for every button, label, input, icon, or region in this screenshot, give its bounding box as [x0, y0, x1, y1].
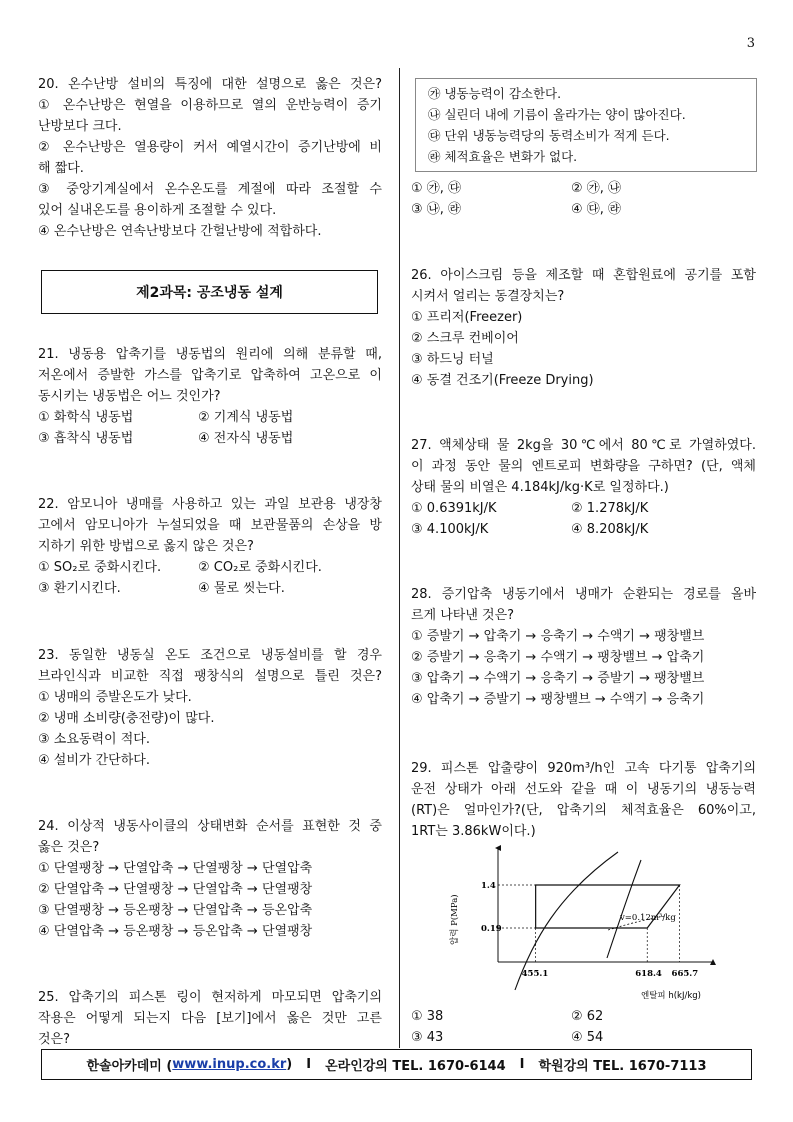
q25-stem-2: 작용은 어떻게 되는지 다음 [보기]에서 옳은 것만 고른: [38, 1011, 382, 1026]
q23-option-4[interactable]: ④ 설비가 간단하다.: [38, 753, 150, 768]
footer-brand-close: ): [286, 1057, 293, 1072]
q28-stem: 28. 증기압축 냉동기에서 냉매가 순환되는 경로를 올바: [411, 587, 756, 602]
q20-option-2[interactable]: ② 온수난방은 열용량이 커서 예열시간이 증기난방에 비: [38, 140, 382, 155]
saturated-vapor-curve: [607, 860, 641, 958]
q22-stem-2: 고에서 암모니아가 누설되었을 때 보관물품의 손상을 방: [38, 518, 382, 533]
q25-option-4[interactable]: ④ ㉰, ㉱: [571, 202, 622, 217]
q27-stem-2: 이 과정 동안 물의 엔트로피 변화량을 구하면? (단, 액체: [411, 459, 756, 474]
q21-stem-2: 저온에서 증발한 가스를 압축기로 압축하여 고온으로 이: [38, 368, 382, 383]
q26-option-3[interactable]: ③ 하드닝 터널: [411, 352, 494, 367]
q25-bogi-item: ㉱ 체적효율은 변화가 없다.: [428, 149, 578, 164]
q29-option-4[interactable]: ④ 54: [571, 1030, 604, 1045]
q21-option-3[interactable]: ③ 흡착식 냉동법: [38, 431, 134, 446]
q27-option-1[interactable]: ① 0.6391kJ/K: [411, 501, 497, 516]
q25-bogi-item: ㉯ 실린더 내에 기름이 올라가는 양이 많아진다.: [428, 107, 686, 122]
q29-stem: 29. 피스톤 압출량이 920m³/h인 고속 다기통 압축기의: [411, 761, 756, 776]
q25-option-2[interactable]: ② ㉮, ㉯: [571, 181, 622, 196]
footer-separator: I: [306, 1057, 312, 1072]
footer-online-tel: 온라인강의 TEL. 1670-6144: [325, 1059, 506, 1074]
q28-option-1[interactable]: ① 증발기 → 압축기 → 응축기 → 수액기 → 팽창밸브: [411, 629, 705, 644]
y-tick-label: 0.19: [481, 924, 502, 934]
x-tick-label: 618.4: [635, 969, 662, 979]
q24-option-1[interactable]: ① 단열팽창 → 단열압축 → 단열팽창 → 단열압축: [38, 861, 313, 876]
footer-box: [41, 1049, 752, 1080]
q25-stem: 25. 압축기의 피스톤 링이 현저하게 마모되면 압축기의: [38, 990, 382, 1005]
ph-diagram-svg: [443, 840, 733, 1005]
x-axis-label: 엔탈피 h(kJ/kg): [641, 991, 701, 1001]
q25-bogi-box: [415, 78, 757, 172]
subject-title: 제2과목: 공조냉동 설계: [136, 285, 283, 301]
q29-stem-4: 1RT는 3.86kW이다.): [411, 824, 536, 839]
footer-campus-tel: 학원강의 TEL. 1670-7113: [538, 1059, 707, 1074]
q20-option-1-cont: 난방보다 크다.: [38, 119, 122, 134]
q28-option-2[interactable]: ② 증발기 → 응축기 → 수액기 → 팽창밸브 → 압축기: [411, 650, 705, 665]
q29-option-1[interactable]: ① 38: [411, 1009, 444, 1024]
q25-option-1[interactable]: ① ㉮, ㉰: [411, 181, 462, 196]
q20-option-2-cont: 해 짧다.: [38, 161, 84, 176]
q21-option-1[interactable]: ① 화학식 냉동법: [38, 410, 134, 425]
q22-option-4[interactable]: ④ 물로 씻는다.: [198, 581, 285, 596]
x-tick-label: 455.1: [521, 969, 549, 979]
q22-option-2[interactable]: ② CO₂로 중화시킨다.: [198, 560, 322, 575]
q22-option-1[interactable]: ① SO₂로 중화시킨다.: [38, 560, 162, 575]
q24-stem: 24. 이상적 냉동사이클의 상태변화 순서를 표현한 것 중: [38, 819, 382, 834]
axis-ticks: [481, 881, 698, 979]
footer-website-link[interactable]: www.inup.co.kr: [172, 1057, 287, 1072]
q25-bogi-item: ㉮ 냉동능력이 감소한다.: [428, 86, 562, 101]
q26-stem-2: 시켜서 얼리는 동결장치는?: [411, 289, 565, 304]
q28-option-4[interactable]: ④ 압축기 → 증발기 → 팽창밸브 → 수액기 → 응축기: [411, 692, 705, 707]
column-divider: [399, 68, 400, 1048]
q26-stem: 26. 아이스크림 등을 제조할 때 혼합원료에 공기를 포함: [411, 268, 756, 283]
q20-option-3[interactable]: ③ 중앙기계실에서 온수온도를 계절에 따라 조절할 수: [38, 182, 382, 197]
q23-stem: 23. 동일한 냉동실 온도 조건으로 냉동설비를 할 경우: [38, 648, 382, 663]
subject-title-box: [41, 270, 378, 314]
q22-option-3[interactable]: ③ 환기시킨다.: [38, 581, 121, 596]
page-number: 3: [746, 36, 755, 51]
q25-option-3[interactable]: ③ ㉯, ㉱: [411, 202, 462, 217]
q22-stem: 22. 암모니아 냉매를 사용하고 있는 과일 보관용 냉장창: [38, 497, 382, 512]
q21-option-4[interactable]: ④ 전자식 냉동법: [198, 431, 294, 446]
q21-stem-3: 동시키는 냉동법은 어느 것인가?: [38, 389, 221, 404]
q27-stem: 27. 액체상태 물 2kg을 30℃에서 80℃로 가열하였다.: [411, 438, 756, 453]
y-tick-label: 1.4: [481, 881, 496, 891]
q20-option-4[interactable]: ④ 온수난방은 연속난방보다 간헐난방에 적합하다.: [38, 224, 322, 239]
q26-option-4[interactable]: ④ 동결 건조기(Freeze Drying): [411, 373, 594, 388]
q27-option-4[interactable]: ④ 8.208kJ/K: [571, 522, 649, 537]
x-tick-label: 665.7: [671, 969, 699, 979]
q24-option-3[interactable]: ③ 단열팽창 → 등온팽창 → 단열압축 → 등온압축: [38, 903, 313, 918]
q24-option-4[interactable]: ④ 단열압축 → 등온팽창 → 등온압축 → 단열팽창: [38, 924, 313, 939]
q25-stem-3: 것은?: [38, 1032, 71, 1047]
y-axis-label: 압력 P(MPa): [450, 894, 460, 945]
q29-stem-2: 운전 상태가 아래 선도와 같을 때 이 냉동기의 냉동능력: [411, 782, 756, 797]
q27-stem-3: 상태 물의 비열은 4.184kJ/kg·K로 일정하다.): [411, 480, 669, 495]
q25-bogi-item: ㉰ 단위 냉동능력당의 동력소비가 적게 든다.: [428, 128, 670, 143]
q29-stem-3: (RT)은 얼마인가?(단, 압축기의 체적효율은 60%이고,: [411, 803, 756, 818]
q24-option-2[interactable]: ② 단열압축 → 단열팽창 → 단열압축 → 단열팽창: [38, 882, 313, 897]
specific-volume-label: v=0.12m³/kg: [620, 913, 676, 923]
q23-option-3[interactable]: ③ 소요동력이 적다.: [38, 732, 150, 747]
q23-stem-2: 브라인식과 비교한 직접 팽창식의 설명으로 틀린 것은?: [38, 669, 382, 684]
q27-option-3[interactable]: ③ 4.100kJ/K: [411, 522, 489, 537]
q27-option-2[interactable]: ② 1.278kJ/K: [571, 501, 649, 516]
q24-stem-2: 옳은 것은?: [38, 840, 100, 855]
q29-option-3[interactable]: ③ 43: [411, 1030, 444, 1045]
q22-stem-3: 지하기 위한 방법으로 옳지 않은 것은?: [38, 539, 254, 554]
q21-option-2[interactable]: ② 기계식 냉동법: [198, 410, 294, 425]
q26-option-1[interactable]: ① 프리저(Freezer): [411, 310, 523, 325]
q28-option-3[interactable]: ③ 압축기 → 수액기 → 응축기 → 증발기 → 팽창밸브: [411, 671, 705, 686]
q28-stem-2: 르게 나타낸 것은?: [411, 608, 515, 623]
q20-stem: 20. 온수난방 설비의 특징에 대한 설명으로 옳은 것은?: [38, 77, 382, 92]
q26-option-2[interactable]: ② 스크루 컨베이어: [411, 331, 519, 346]
q23-option-1[interactable]: ① 냉매의 증발온도가 낮다.: [38, 690, 192, 705]
q29-option-2[interactable]: ② 62: [571, 1009, 604, 1024]
ph-diagram: [443, 840, 733, 1005]
q23-option-2[interactable]: ② 냉매 소비량(충전량)이 많다.: [38, 711, 215, 726]
footer-separator: I: [519, 1057, 525, 1072]
footer-brand: 한솔아카데미 (: [86, 1059, 173, 1074]
q21-stem: 21. 냉동용 압축기를 냉동법의 원리에 의해 분류할 때,: [38, 347, 382, 362]
q20-option-1[interactable]: ① 온수난방은 현열을 이용하므로 열의 운반능력이 증기: [38, 98, 382, 113]
q20-option-3-cont: 있어 실내온도를 용이하게 조절할 수 있다.: [38, 203, 277, 218]
